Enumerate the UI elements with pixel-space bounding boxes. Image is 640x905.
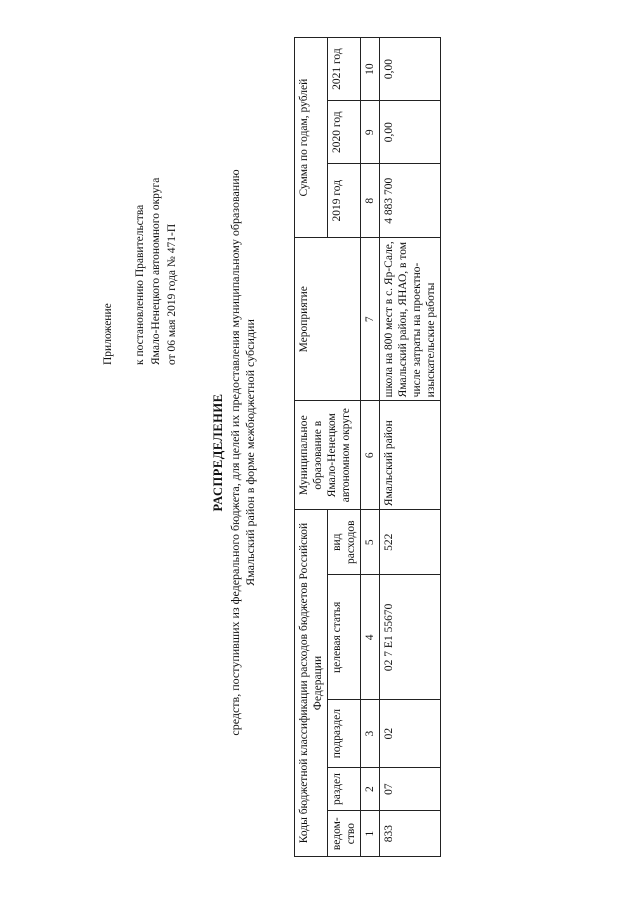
appendix-line: к постановлению Правительства [134, 204, 146, 365]
year-2019-cell: 4 883 700 [380, 164, 441, 238]
subsidy-table [294, 37, 441, 857]
column-number: 3 [361, 700, 380, 767]
year-2019-header: 2019 год [328, 164, 361, 238]
razdel-header: раздел [328, 767, 361, 811]
vedomstvo-header: ведом-ство [328, 811, 361, 857]
expense-type-header: вид расходов [328, 510, 361, 575]
podrazdel-cell: 02 [380, 700, 441, 767]
column-number: 4 [361, 575, 380, 700]
year-2021-header: 2021 год [328, 38, 361, 101]
column-number: 5 [361, 510, 380, 575]
appendix-line: Ямало-Ненецкого автономного округа [150, 177, 162, 365]
header-row-1 [295, 38, 328, 857]
target-article-cell: 02 7 Е1 55670 [380, 575, 441, 700]
appendix-block [100, 35, 180, 365]
document-title: РАСПРЕДЕЛЕНИЕ [211, 393, 225, 512]
podrazdel-header: подраздел [328, 700, 361, 767]
document-page [20, 20, 620, 885]
codes-group-header: Коды бюджетной классификации расходов бюджетов Российской Федерации [295, 510, 328, 857]
year-2020-cell: 0,00 [380, 101, 441, 164]
column-number: 2 [361, 767, 380, 811]
column-number: 9 [361, 101, 380, 164]
municipal-cell: Ямальский район [380, 401, 441, 510]
column-number: 1 [361, 811, 380, 857]
column-number: 6 [361, 401, 380, 510]
appendix-label: Приложение [102, 303, 114, 365]
municipal-header: Муниципальное образование в Ямало-Ненецком автономном округе [295, 401, 361, 510]
column-number: 10 [361, 38, 380, 101]
razdel-cell: 07 [380, 767, 441, 811]
document-subtitle: средств, поступивших из федерального бюджета, для целей их предоставления муниципальному образованию [228, 169, 242, 736]
vedomstvo-cell: 833 [380, 811, 441, 857]
table-row [380, 38, 441, 857]
column-number: 8 [361, 164, 380, 238]
title-block [210, 20, 258, 885]
expense-type-cell: 522 [380, 510, 441, 575]
sum-group-header: Сумма по годам, рублей [295, 38, 328, 238]
event-header: Мероприятие [295, 238, 361, 401]
column-number: 7 [361, 238, 380, 401]
event-cell: школа на 800 мест в с. Яр-Сале, Ямальский район, ЯНАО, в том числе затраты на проектно-изыскательские работы [380, 238, 441, 401]
year-2021-cell: 0,00 [380, 38, 441, 101]
document-subtitle-2: Ямальский район в форме межбюджетной субсидии [243, 319, 257, 586]
column-number-row [361, 38, 380, 857]
year-2020-header: 2020 год [328, 101, 361, 164]
appendix-date: от 06 мая 2019 года № 471-П [166, 223, 178, 365]
target-article-header: целевая статья [328, 575, 361, 700]
